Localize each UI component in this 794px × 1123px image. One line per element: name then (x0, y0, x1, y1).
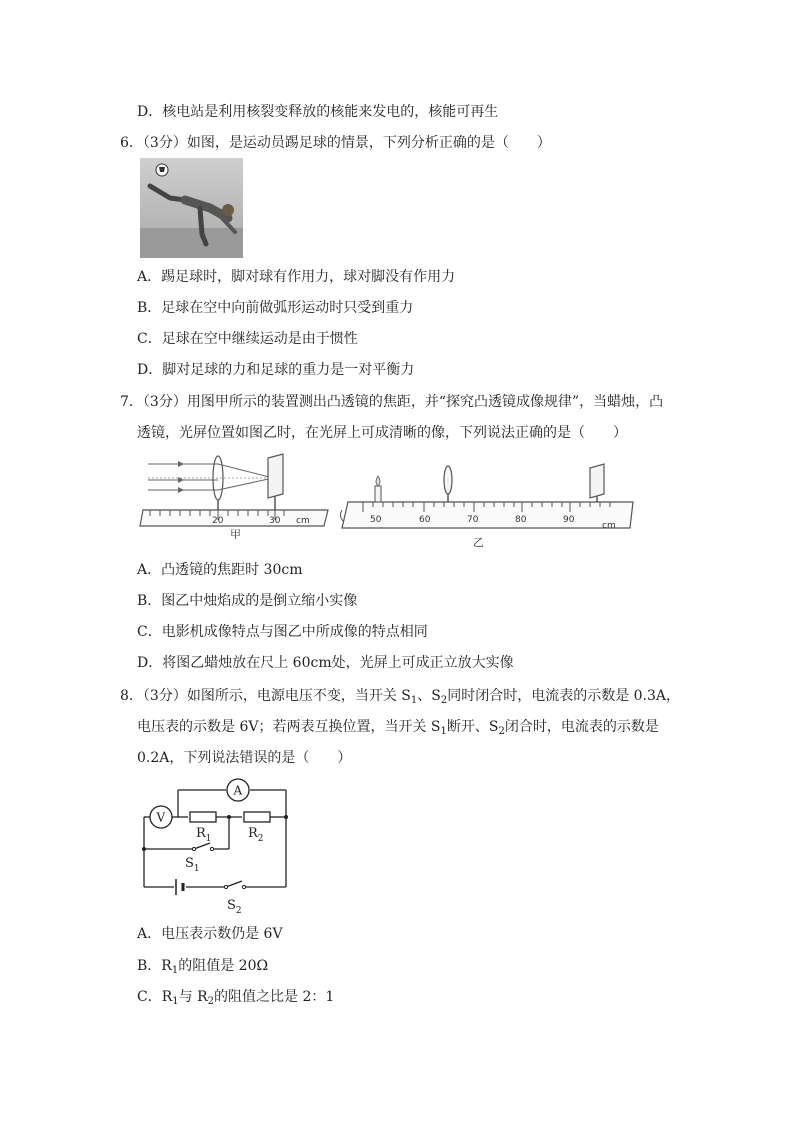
circuit-diagram (138, 775, 298, 915)
figure-yi (340, 464, 633, 547)
q7-option-c: C．电影机成像特点与图乙中所成像的特点相同 (137, 624, 428, 640)
s2-label: $S_2$ (227, 898, 242, 915)
svg-text:A: A (233, 783, 243, 798)
jia-tick-unit: cm (296, 516, 310, 526)
yi-tick-70: 70 (467, 515, 479, 525)
q8-option-a: A．电压表示数仍是 6V (137, 926, 283, 942)
s1-label: $S_1$ (185, 856, 200, 874)
yi-tick-90: 90 (563, 515, 575, 525)
soccer-kick-photo (140, 158, 243, 258)
q6-stem: 6．（3分）如图，是运动员踢足球的情景，下列分析正确的是（ ） (120, 135, 551, 151)
q7-stem-line2: 透镜，光屏位置如图乙时，在光屏上可成清晰的像，下列说法正确的是（ ） (137, 425, 627, 441)
q8-option-b: B．$R_1$的阻值是 20Ω (137, 958, 269, 976)
svg-text:V: V (156, 810, 166, 825)
q7-option-d: D．将图乙蜡烛放在尺上 60cm处，光屏上可成正立放大实像 (137, 655, 514, 671)
q8-option-c: C．$R_1$与 $R_2$的阻值之比是 2：1 (137, 989, 335, 1007)
q6-option-c: C．足球在空中继续运动是由于惯性 (137, 331, 358, 347)
voltmeter-icon (150, 806, 172, 828)
r2-label: $R_2$ (248, 826, 264, 844)
q5-option-d: D．核电站是利用核裂变释放的核能来发电的，核能可再生 (137, 104, 499, 120)
q8-stem-line1: 8．（3分）如图所示，电源电压不变，当开关 $S_1$、$S_2$同时闭合时，电流表的示数是 0.3A， (120, 688, 681, 706)
soccer-player-icon (140, 158, 243, 258)
q7-stem-line1: 7．（3分）用图甲所示的装置测出凸透镜的焦距，并“探究凸透镜成像规律”，当蜡烛，凸 (120, 394, 664, 410)
q7-option-b: B．图乙中烛焰成的是倒立缩小实像 (137, 593, 358, 609)
q8-stem-line2: 电压表的示数是 6V；若两表互换位置，当开关 $S_1$断开、$S_2$闭合时，电流表的示数是 (137, 719, 659, 737)
q6-option-b: B．足球在空中向前做弧形运动时只受到重力 (137, 300, 414, 316)
yi-tick-unit: cm (602, 521, 616, 531)
yi-tick-80: 80 (515, 515, 527, 525)
r1-label: $R_1$ (196, 826, 212, 844)
lens-experiment-figure (138, 432, 638, 547)
figure-jia (140, 454, 328, 541)
jia-tick-20: 20 (212, 516, 224, 526)
yi-tick-50: 50 (370, 515, 382, 525)
q7-option-a: A．凸透镜的焦距时 30cm (137, 562, 303, 578)
jia-tick-30: 30 (269, 516, 281, 526)
ammeter-icon (227, 779, 249, 801)
q6-option-d: D．脚对足球的力和足球的重力是一对平衡力 (137, 362, 415, 378)
yi-label: 乙 (473, 536, 484, 547)
q8-stem-line3: 0.2A，下列说法错误的是（ ） (137, 750, 352, 766)
q6-option-a: A．踢足球时，脚对球有作用力，球对脚没有作用力 (137, 269, 456, 285)
yi-tick-60: 60 (419, 515, 431, 525)
jia-label: 甲 (230, 528, 241, 541)
